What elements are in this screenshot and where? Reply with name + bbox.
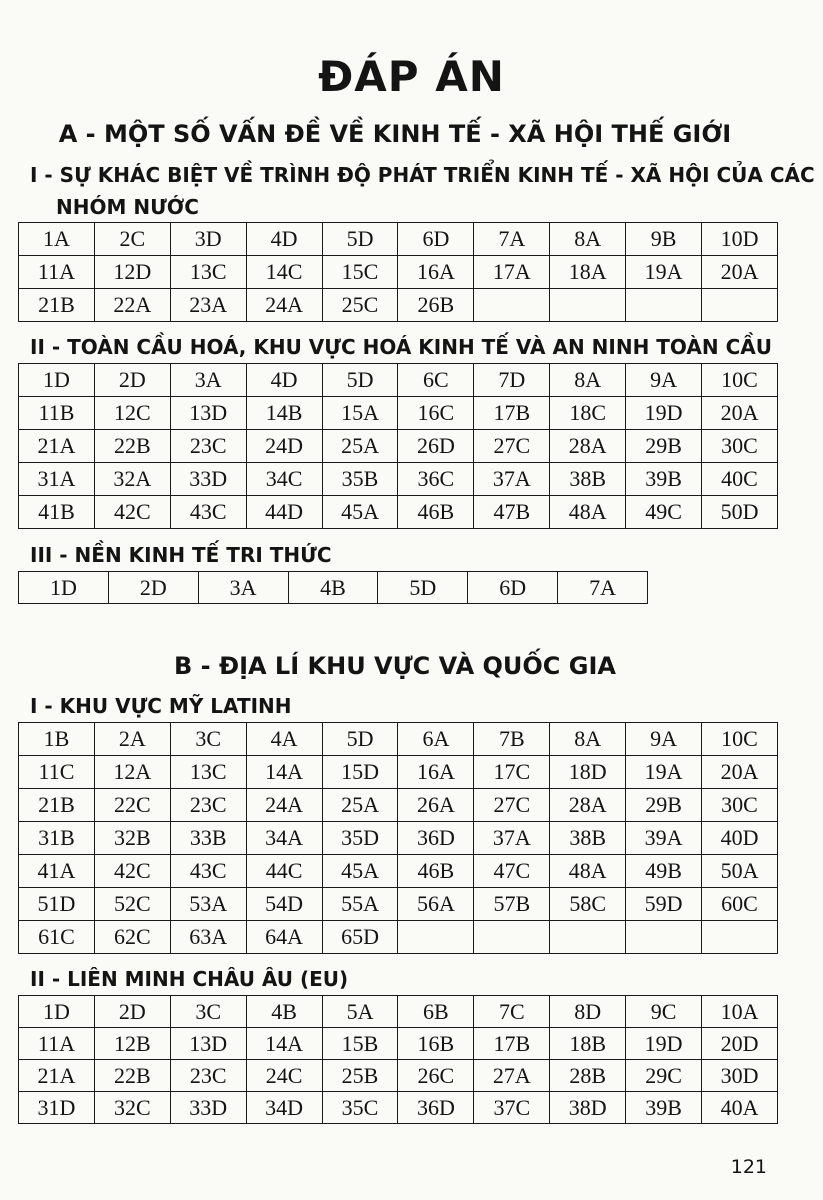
answer-cell: 24C: [246, 1060, 322, 1092]
answer-cell: 21B: [19, 789, 95, 822]
answer-cell: 64A: [246, 921, 322, 954]
answer-cell: 11A: [19, 1028, 95, 1060]
answer-cell: 27C: [474, 430, 550, 463]
answer-cell: 7C: [474, 996, 550, 1028]
answer-cell: 10A: [702, 996, 778, 1028]
answer-cell: 31A: [19, 463, 95, 496]
answer-cell: 33D: [170, 463, 246, 496]
answer-cell: 21A: [19, 430, 95, 463]
part-a-heading: A - MỘT SỐ VẤN ĐỀ VỀ KINH TẾ - XÃ HỘI THẾ GIỚI: [58, 120, 732, 148]
answer-cell: 7B: [474, 723, 550, 756]
answer-cell: 44D: [246, 496, 322, 529]
answer-cell: 59D: [626, 888, 702, 921]
table-row: [19, 463, 778, 496]
answer-cell: 4B: [246, 996, 322, 1028]
section-a1-heading-line2: NHÓM NƯỚC: [56, 195, 199, 219]
answer-cell: 12C: [94, 397, 170, 430]
answer-cell: 24D: [246, 430, 322, 463]
answer-cell: 19A: [626, 756, 702, 789]
answer-cell: 34C: [246, 463, 322, 496]
answer-cell: 2C: [94, 223, 170, 256]
answer-cell: 18D: [550, 756, 626, 789]
answer-cell: 23C: [170, 1060, 246, 1092]
answer-cell: [550, 921, 626, 954]
answer-cell: 28B: [550, 1060, 626, 1092]
answer-cell: 22B: [94, 430, 170, 463]
answer-cell: 11B: [19, 397, 95, 430]
answer-cell: 21A: [19, 1060, 95, 1092]
answer-cell: 46B: [398, 496, 474, 529]
answer-cell: 41B: [19, 496, 95, 529]
table-row: [19, 855, 778, 888]
answer-cell: 14A: [246, 756, 322, 789]
answer-cell: 18A: [550, 256, 626, 289]
answer-cell: 5D: [322, 364, 398, 397]
answer-cell: [702, 921, 778, 954]
table-row: [19, 822, 778, 855]
answer-cell: 35B: [322, 463, 398, 496]
answer-cell: 43C: [170, 496, 246, 529]
answer-cell: 19D: [626, 397, 702, 430]
answer-cell: 28A: [550, 789, 626, 822]
answer-cell: 58C: [550, 888, 626, 921]
answer-cell: 39B: [626, 463, 702, 496]
answer-cell: 4A: [246, 723, 322, 756]
answer-cell: 1D: [19, 572, 109, 604]
answer-cell: 12D: [94, 256, 170, 289]
answer-cell: 65D: [322, 921, 398, 954]
answer-cell: 29B: [626, 789, 702, 822]
answer-cell: 40C: [702, 463, 778, 496]
answer-cell: 5D: [378, 572, 468, 604]
answer-cell: [398, 921, 474, 954]
answer-cell: 25A: [322, 430, 398, 463]
answer-cell: 13C: [170, 256, 246, 289]
answer-cell: 18C: [550, 397, 626, 430]
answer-cell: 16A: [398, 756, 474, 789]
answer-cell: 8A: [550, 723, 626, 756]
answer-cell: 44C: [246, 855, 322, 888]
answer-cell: 6D: [398, 223, 474, 256]
answer-cell: 19A: [626, 256, 702, 289]
answer-cell: 29B: [626, 430, 702, 463]
answer-cell: 13D: [170, 397, 246, 430]
answer-cell: [702, 289, 778, 322]
answer-cell: 25A: [322, 789, 398, 822]
answer-cell: 20A: [702, 756, 778, 789]
answer-table-a1: [18, 222, 778, 322]
answer-cell: 17A: [474, 256, 550, 289]
answer-cell: 30D: [702, 1060, 778, 1092]
table-row: [19, 256, 778, 289]
answer-cell: 25B: [322, 1060, 398, 1092]
answer-cell: 26C: [398, 1060, 474, 1092]
answer-cell: 52C: [94, 888, 170, 921]
answer-cell: 1B: [19, 723, 95, 756]
answer-cell: 36D: [398, 822, 474, 855]
table-row: [19, 496, 778, 529]
answer-cell: 39B: [626, 1092, 702, 1124]
section-b2-heading: II - LIÊN MINH CHÂU ÂU (EU): [30, 967, 349, 991]
answer-table-a2: [18, 363, 778, 529]
table-row: [19, 572, 648, 604]
answer-cell: 25C: [322, 289, 398, 322]
answer-cell: 4D: [246, 223, 322, 256]
answer-cell: 20D: [702, 1028, 778, 1060]
answer-cell: 18B: [550, 1028, 626, 1060]
answer-cell: 57B: [474, 888, 550, 921]
answer-cell: 50D: [702, 496, 778, 529]
answer-cell: 7A: [558, 572, 648, 604]
answer-cell: 3D: [170, 223, 246, 256]
answer-cell: 15B: [322, 1028, 398, 1060]
section-b1-heading: I - KHU VỰC MỸ LATINH: [30, 694, 292, 718]
answer-cell: [550, 289, 626, 322]
answer-cell: 51D: [19, 888, 95, 921]
answer-cell: 46B: [398, 855, 474, 888]
answer-cell: 47C: [474, 855, 550, 888]
answer-cell: 7A: [474, 223, 550, 256]
answer-cell: 10C: [702, 723, 778, 756]
answer-cell: 20A: [702, 397, 778, 430]
answer-cell: 61C: [19, 921, 95, 954]
table-row: [19, 1060, 778, 1092]
answer-cell: 49C: [626, 496, 702, 529]
answer-cell: 16B: [398, 1028, 474, 1060]
answer-cell: 33D: [170, 1092, 246, 1124]
answer-cell: 14C: [246, 256, 322, 289]
answer-cell: [626, 921, 702, 954]
answer-cell: 20A: [702, 256, 778, 289]
answer-cell: 5D: [322, 223, 398, 256]
answer-cell: 30C: [702, 430, 778, 463]
answer-cell: 3C: [170, 723, 246, 756]
section-a2-heading: II - TOÀN CẦU HOÁ, KHU VỰC HOÁ KINH TẾ VÀ AN NINH TOÀN CẦU: [30, 335, 772, 359]
table-row: [19, 921, 778, 954]
answer-cell: 6C: [398, 364, 474, 397]
answer-cell: 62C: [94, 921, 170, 954]
answer-cell: 53A: [170, 888, 246, 921]
answer-cell: 23C: [170, 789, 246, 822]
answer-cell: 5D: [322, 723, 398, 756]
answer-cell: 40D: [702, 822, 778, 855]
answer-cell: 40A: [702, 1092, 778, 1124]
answer-cell: 10D: [702, 223, 778, 256]
answer-cell: 27A: [474, 1060, 550, 1092]
answer-cell: 38B: [550, 822, 626, 855]
answer-cell: 23C: [170, 430, 246, 463]
answer-cell: 43C: [170, 855, 246, 888]
answer-cell: 6A: [398, 723, 474, 756]
answer-cell: 8A: [550, 364, 626, 397]
answer-cell: [626, 289, 702, 322]
answer-cell: 2D: [94, 364, 170, 397]
answer-cell: 24A: [246, 789, 322, 822]
answer-cell: 5A: [322, 996, 398, 1028]
answer-cell: 31D: [19, 1092, 95, 1124]
table-row: [19, 1028, 778, 1060]
answer-table-b1: [18, 722, 778, 954]
answer-cell: 35D: [322, 822, 398, 855]
answer-cell: 50A: [702, 855, 778, 888]
answer-cell: 47B: [474, 496, 550, 529]
answer-cell: 9C: [626, 996, 702, 1028]
answer-cell: 1D: [19, 996, 95, 1028]
table-row: [19, 289, 778, 322]
answer-cell: 41A: [19, 855, 95, 888]
answer-cell: 31B: [19, 822, 95, 855]
answer-cell: 16C: [398, 397, 474, 430]
answer-cell: 26D: [398, 430, 474, 463]
answer-cell: 38D: [550, 1092, 626, 1124]
answer-cell: 45A: [322, 496, 398, 529]
answer-table-a3: [18, 571, 648, 604]
answer-cell: 37A: [474, 463, 550, 496]
answer-cell: 12B: [94, 1028, 170, 1060]
table-row: [19, 364, 778, 397]
answer-cell: 27C: [474, 789, 550, 822]
answer-cell: 42C: [94, 855, 170, 888]
table-row: [19, 723, 778, 756]
answer-cell: 3A: [170, 364, 246, 397]
section-a3-heading: III - NỀN KINH TẾ TRI THỨC: [30, 543, 332, 567]
table-row: [19, 223, 778, 256]
answer-cell: 4B: [288, 572, 378, 604]
page-number: 121: [730, 1156, 767, 1178]
answer-cell: 26B: [398, 289, 474, 322]
table-row: [19, 789, 778, 822]
answer-cell: 45A: [322, 855, 398, 888]
answer-cell: 6D: [468, 572, 558, 604]
answer-cell: 17C: [474, 756, 550, 789]
answer-cell: 22B: [94, 1060, 170, 1092]
table-row: [19, 1092, 778, 1124]
answer-cell: 19D: [626, 1028, 702, 1060]
answer-cell: 23A: [170, 289, 246, 322]
answer-cell: 37A: [474, 822, 550, 855]
answer-cell: 55A: [322, 888, 398, 921]
answer-cell: 22A: [94, 289, 170, 322]
answer-cell: 42C: [94, 496, 170, 529]
answer-cell: 33B: [170, 822, 246, 855]
answer-table-b2: [18, 995, 778, 1124]
answer-cell: 8D: [550, 996, 626, 1028]
answer-cell: 2A: [94, 723, 170, 756]
answer-cell: 14B: [246, 397, 322, 430]
answer-cell: 8A: [550, 223, 626, 256]
answer-cell: 48A: [550, 496, 626, 529]
page-title: ĐÁP ÁN: [318, 52, 505, 101]
answer-cell: 36C: [398, 463, 474, 496]
answer-cell: 11A: [19, 256, 95, 289]
answer-cell: 24A: [246, 289, 322, 322]
answer-cell: 13D: [170, 1028, 246, 1060]
part-b-heading: B - ĐỊA LÍ KHU VỰC VÀ QUỐC GIA: [174, 652, 616, 680]
table-row: [19, 996, 778, 1028]
answer-cell: 10C: [702, 364, 778, 397]
answer-cell: 28A: [550, 430, 626, 463]
answer-cell: 35C: [322, 1092, 398, 1124]
table-row: [19, 756, 778, 789]
answer-cell: 6B: [398, 996, 474, 1028]
answer-cell: 2D: [94, 996, 170, 1028]
answer-cell: 3C: [170, 996, 246, 1028]
answer-cell: 39A: [626, 822, 702, 855]
answer-cell: 56A: [398, 888, 474, 921]
answer-cell: 12A: [94, 756, 170, 789]
answer-cell: 34D: [246, 1092, 322, 1124]
answer-cell: 13C: [170, 756, 246, 789]
answer-cell: 34A: [246, 822, 322, 855]
answer-cell: 1A: [19, 223, 95, 256]
answer-cell: 15D: [322, 756, 398, 789]
answer-cell: 29C: [626, 1060, 702, 1092]
answer-cell: 1D: [19, 364, 95, 397]
answer-cell: 38B: [550, 463, 626, 496]
answer-cell: [474, 921, 550, 954]
answer-cell: 21B: [19, 289, 95, 322]
answer-cell: 17B: [474, 1028, 550, 1060]
answer-cell: 37C: [474, 1092, 550, 1124]
answer-cell: 26A: [398, 789, 474, 822]
answer-cell: 36D: [398, 1092, 474, 1124]
answer-cell: 9B: [626, 223, 702, 256]
answer-cell: 9A: [626, 723, 702, 756]
answer-cell: 22C: [94, 789, 170, 822]
answer-cell: 17B: [474, 397, 550, 430]
answer-cell: [474, 289, 550, 322]
answer-cell: 54D: [246, 888, 322, 921]
answer-cell: 32A: [94, 463, 170, 496]
answer-cell: 4D: [246, 364, 322, 397]
answer-cell: 32C: [94, 1092, 170, 1124]
answer-cell: 32B: [94, 822, 170, 855]
answer-cell: 15A: [322, 397, 398, 430]
answer-cell: 60C: [702, 888, 778, 921]
answer-cell: 48A: [550, 855, 626, 888]
table-row: [19, 430, 778, 463]
table-row: [19, 397, 778, 430]
answer-cell: 2D: [108, 572, 198, 604]
answer-cell: 11C: [19, 756, 95, 789]
answer-cell: 30C: [702, 789, 778, 822]
answer-cell: 14A: [246, 1028, 322, 1060]
answer-cell: 7D: [474, 364, 550, 397]
answer-cell: 3A: [198, 572, 288, 604]
answer-cell: 49B: [626, 855, 702, 888]
answer-cell: 15C: [322, 256, 398, 289]
answer-cell: 16A: [398, 256, 474, 289]
table-row: [19, 888, 778, 921]
section-a1-heading-line1: I - SỰ KHÁC BIỆT VỀ TRÌNH ĐỘ PHÁT TRIỂN KINH TẾ - XÃ HỘI CỦA CÁC: [30, 163, 815, 187]
answer-cell: 63A: [170, 921, 246, 954]
answer-cell: 9A: [626, 364, 702, 397]
